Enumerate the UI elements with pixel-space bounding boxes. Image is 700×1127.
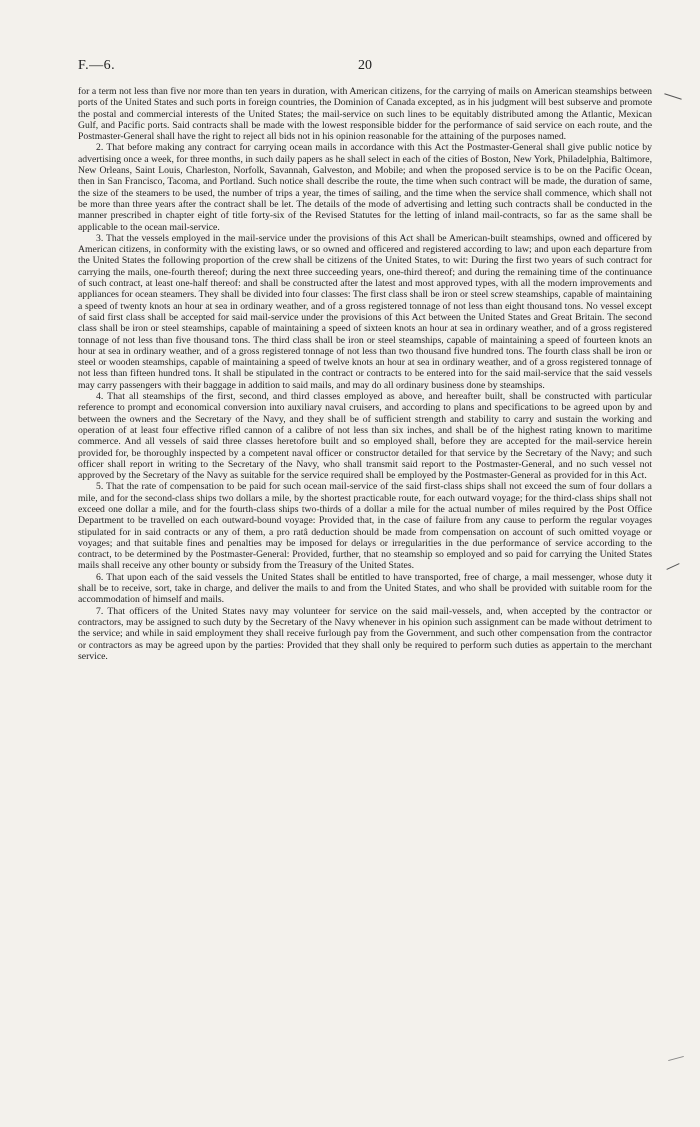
document-reference: F.—6. <box>78 58 116 73</box>
page-header <box>78 58 652 80</box>
margin-mark-middle <box>666 563 679 570</box>
document-page <box>78 58 652 662</box>
body-text <box>78 86 652 662</box>
margin-mark-top <box>664 93 681 100</box>
paragraph-continuation: for a term not less than five nor more than ten years in duration, with American citizens, for the carrying of mails on American steamships between ports of the United States and such ports in foreign countries, the Dominion of Canada excepted, as in his judgment will best subserve and promote the postal and commercial interests of the United States; the mail-service on such lines to be equitably distributed among the Atlantic, Mexican Gulf, and Pacific ports. Said contracts shall be made with the lowest responsible bidder for the performance of said service on each route, and the Postmaster-General shall have the right to reject all bids not in his opinion reasonable for the attaining of the purposes named. <box>78 86 652 143</box>
paragraph-section-5: 5. That the rate of compensation to be paid for such ocean mail-service of the said first-class ships shall not exceed the sum of four dollars a mile, and for the second-class ships two dollars a mile, by the shortest practicable route, for each outward voyage; for the third-class ships shall not exceed one dollar a mile, and for the fourth-class ships two-thirds of a dollar a mile for the actual number of miles required by the Post Office Department to be travelled on each outward-bound voyage: Provided that, in the case of failure from any cause to perform the regular voyages stipulated for in said contracts or any of them, a pro ratâ deduction should be made from compensation on account of such omitted voyage or voyages; and that suitable fines and penalties may be imposed for delays or irregularities in the due performance of service according to the contract, to be determined by the Postmaster-General: Provided, further, that no steamship so employed and so paid for carrying the United States mails shall receive any other bounty or subsidy from the Treasury of the United States. <box>78 481 652 572</box>
paragraph-section-2: 2. That before making any contract for carrying ocean mails in accordance with this Act the Postmaster-General shall give public notice by advertising once a week, for three months, in such daily papers as he shall select in each of the cities of Boston, New York, Philadelphia, Baltimore, New Orleans, Saint Louis, Charleston, Norfolk, Savannah, Galveston, and Mobile; and when the proposed service is to be on the Pacific Ocean, then in San Francisco, Tacoma, and Portland. Such notice shall describe the route, the time when such contract will be made, the duration of same, the size of the steamers to be used, the number of trips a year, the times of sailing, and the time when the service shall commence, which shall not be more than three years after the contract shall be let. The details of the mode of advertising and letting such contracts shall be conducted in the manner prescribed in chapter eight of title forty-six of the Revised Statutes for the letting of inland mail-contracts, so far as the same shall be applicable to the ocean mail-service. <box>78 142 652 233</box>
margin-mark-bottom <box>668 1056 684 1061</box>
paragraph-section-4: 4. That all steamships of the first, second, and third classes employed as above, and hereafter built, shall be constructed with particular reference to prompt and economical conversion into auxiliary naval cruisers, and according to plans and specifications to be agreed upon by and between the owners and the Secretary of the Navy, and they shall be of sufficient strength and stability to carry and sustain the working and operation of at least four effective rifled cannon of a calibre of not less than six inches, and shall be of the highest rating known to maritime commerce. And all vessels of said three classes heretofore built and so employed shall, before they are accepted for the mail-service herein provided for, be thoroughly inspected by a competent naval officer or constructor detailed for that service by the Secretary of the Navy; and such officer shall report in writing to the Secretary of the Navy, who shall transmit said report to the Postmaster-General, and no such vessel not approved by the Secretary of the Navy as suitable for the service required shall be employed by the Postmaster-General as provided for in this Act. <box>78 391 652 482</box>
page-number: 20 <box>358 58 372 73</box>
paragraph-section-7: 7. That officers of the United States navy may volunteer for service on the said mail-vessels, and, when accepted by the contractor or contractors, may be assigned to such duty by the Secretary of the Navy whenever in his opinion such assignment can be made without detriment to the service; and while in said employment they shall receive furlough pay from the Government, and such other compensation from the contractor or contractors as may be agreed upon by the parties: Provided that they shall only be required to perform such duties as appertain to the merchant service. <box>78 605 652 662</box>
paragraph-section-3: 3. That the vessels employed in the mail-service under the provisions of this Act shall be American-built steamships, owned and officered by American citizens, in conformity with the existing laws, or so owned and officered and registered according to law; and upon each departure from the United States the following proportion of the crew shall be citizens of the United States, to wit: During the first two years of such contract for carrying the mails, one-fourth thereof; during the next three succeeding years, one-third thereof; and during the remaining time of the continuance of such contract, at least one-half thereof: and shall be constructed after the latest and most approved types, with all the modern improvements and appliances for ocean steamers. They shall be divided into four classes: The first class shall be iron or steel screw steamships, capable of maintaining a speed of twenty knots an hour at sea in ordinary weather, and of a gross registered tonnage of not less than eight thousand tons. No vessel except of said first class shall be accepted for said mail-service under the provisions of this Act between the United States and Great Britain. The second class shall be iron or steel steamships, capable of maintaining a speed of sixteen knots an hour at sea in ordinary weather, and of a gross registered tonnage of not less than five thousand tons. The third class shall be iron or steel steamships, capable of maintaining a speed of fourteen knots an hour at sea in ordinary weather, and of a gross registered tonnage of not less than two thousand five hundred tons. The fourth class shall be iron or steel or wooden steamships, capable of maintaining a speed of twelve knots an hour at sea in ordinary weather, and of a gross registered tonnage of not less than fifteen hundred tons. It shall be stipulated in the contract or contracts to be entered into for the said mail-service that the said vessels may carry passengers with their baggage in addition to said mails, and may do all ordinary business done by steamships. <box>78 232 652 391</box>
paragraph-section-6: 6. That upon each of the said vessels the United States shall be entitled to have transported, free of charge, a mail messenger, whose duty it shall be to receive, sort, take in charge, and deliver the mails to and from the United States, and who shall be provided with suitable room for the accommodation of himself and mails. <box>78 571 652 606</box>
